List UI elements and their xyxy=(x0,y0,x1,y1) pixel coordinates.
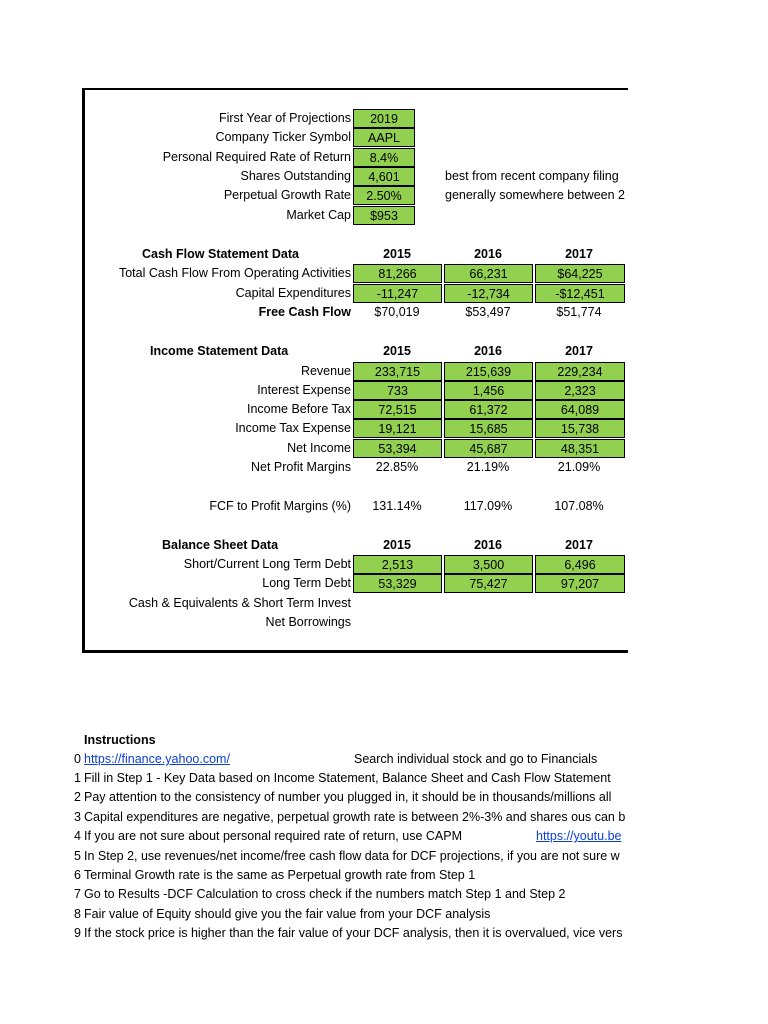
instruction-text: Search individual stock and go to Financials xyxy=(354,752,598,766)
data-cell[interactable]: 81,266 xyxy=(353,264,442,283)
instruction-num: 1 xyxy=(74,771,81,785)
row-label: Income Tax Expense xyxy=(235,421,351,435)
instruction-text: Go to Results -DCF Calculation to cross check if the numbers match Step 1 and Step 2 xyxy=(84,887,566,901)
key-value-cell[interactable]: $953 xyxy=(353,206,415,225)
instruction-text: Fair value of Equity should give you the fair value from your DCF analysis xyxy=(84,907,491,921)
margin-value: 22.85% xyxy=(375,460,419,474)
youtube-link[interactable]: https://youtu.be xyxy=(536,829,622,843)
data-cell[interactable]: 53,329 xyxy=(353,574,442,593)
data-cell[interactable]: 15,685 xyxy=(444,419,533,438)
row-label: Net Income xyxy=(287,441,351,455)
key-label: Market Cap xyxy=(286,208,351,222)
fcf-value: $70,019 xyxy=(374,305,420,319)
fcf-margin-value: 107.08% xyxy=(554,499,604,513)
margin-value: 21.09% xyxy=(557,460,601,474)
instruction-text: If the stock price is higher than the fair value of your DCF analysis, then it is overvalued, vice vers xyxy=(84,926,623,940)
key-label: Personal Required Rate of Return xyxy=(162,150,351,164)
year-header: 2017 xyxy=(565,538,593,552)
data-cell[interactable]: 45,687 xyxy=(444,439,533,458)
note-text: best from recent company filing xyxy=(445,169,619,183)
data-cell[interactable]: 72,515 xyxy=(353,400,442,419)
fcf-margins-label: FCF to Profit Margins (%) xyxy=(209,499,351,513)
data-cell[interactable]: 1,456 xyxy=(444,381,533,400)
key-label: Shares Outstanding xyxy=(240,169,351,183)
year-header: 2015 xyxy=(383,538,411,552)
data-cell[interactable]: 48,351 xyxy=(535,439,625,458)
instruction-num: 5 xyxy=(74,849,81,863)
cash-flow-title: Cash Flow Statement Data xyxy=(142,247,299,261)
data-cell[interactable]: 64,089 xyxy=(535,400,625,419)
year-header: 2015 xyxy=(383,344,411,358)
row-label: Capital Expenditures xyxy=(235,286,351,300)
balance-title: Balance Sheet Data xyxy=(162,538,279,552)
key-value-cell[interactable]: 8.4% xyxy=(353,148,415,167)
row-label: Cash & Equivalents & Short Term Invest xyxy=(128,596,351,610)
data-cell[interactable]: -12,734 xyxy=(444,284,533,303)
key-value-cell[interactable]: 4,601 xyxy=(353,167,415,186)
instruction-text: In Step 2, use revenues/net income/free cash flow data for DCF projections, if you are not sure w xyxy=(84,849,620,863)
margin-value: 21.19% xyxy=(466,460,510,474)
year-header: 2015 xyxy=(383,247,411,261)
data-cell[interactable]: 15,738 xyxy=(535,419,625,438)
data-cell[interactable]: 2,323 xyxy=(535,381,625,400)
instruction-text: Capital expenditures are negative, perpetual growth rate is between 2%-3% and shares ous can b xyxy=(84,810,625,824)
yahoo-finance-link[interactable]: https://finance.yahoo.com/ xyxy=(84,752,230,766)
year-header: 2016 xyxy=(474,344,502,358)
data-cell[interactable]: 6,496 xyxy=(535,555,625,574)
instruction-num: 6 xyxy=(74,868,81,882)
instruction-num: 9 xyxy=(74,926,81,940)
fcf-label: Free Cash Flow xyxy=(258,305,351,319)
margins-label: Net Profit Margins xyxy=(250,460,351,474)
year-header: 2017 xyxy=(565,344,593,358)
instruction-num: 4 xyxy=(74,829,81,843)
row-label: Income Before Tax xyxy=(247,402,351,416)
data-cell[interactable]: 733 xyxy=(353,381,442,400)
instruction-text: If you are not sure about personal required rate of return, use CAPM xyxy=(84,829,462,843)
note-text: generally somewhere between 2 xyxy=(445,188,625,202)
row-label: Short/Current Long Term Debt xyxy=(183,557,351,571)
instruction-num: 3 xyxy=(74,810,81,824)
instruction-text: Pay attention to the consistency of number you plugged in, it should be in thousands/millions all xyxy=(84,790,612,804)
data-cell[interactable]: $64,225 xyxy=(535,264,625,283)
instruction-num: 0 xyxy=(74,752,81,766)
data-cell[interactable]: 97,207 xyxy=(535,574,625,593)
row-label: Total Cash Flow From Operating Activities xyxy=(118,266,351,280)
data-cell[interactable]: 215,639 xyxy=(444,362,533,381)
data-cell[interactable]: 233,715 xyxy=(353,362,442,381)
key-label: Perpetual Growth Rate xyxy=(223,188,351,202)
data-cell[interactable]: 2,513 xyxy=(353,555,442,574)
row-label: Interest Expense xyxy=(257,383,351,397)
data-cell[interactable]: 53,394 xyxy=(353,439,442,458)
instruction-num: 7 xyxy=(74,887,81,901)
row-label: Net Borrowings xyxy=(265,615,351,629)
key-label: First Year of Projections xyxy=(218,111,351,125)
income-title: Income Statement Data xyxy=(150,344,289,358)
instruction-text: Fill in Step 1 - Key Data based on Income Statement, Balance Sheet and Cash Flow Statement xyxy=(84,771,611,785)
fcf-value: $53,497 xyxy=(465,305,511,319)
data-cell[interactable]: -$12,451 xyxy=(535,284,625,303)
year-header: 2016 xyxy=(474,247,502,261)
key-value-cell[interactable]: 2.50% xyxy=(353,186,415,205)
data-cell[interactable]: 75,427 xyxy=(444,574,533,593)
data-cell[interactable]: 66,231 xyxy=(444,264,533,283)
row-label: Revenue xyxy=(300,364,351,378)
instruction-num: 2 xyxy=(74,790,81,804)
data-cell[interactable]: 61,372 xyxy=(444,400,533,419)
instruction-num: 8 xyxy=(74,907,81,921)
fcf-margin-value: 117.09% xyxy=(463,499,513,513)
instruction-text: Terminal Growth rate is the same as Perpetual growth rate from Step 1 xyxy=(84,868,476,882)
data-cell[interactable]: 3,500 xyxy=(444,555,533,574)
data-cell[interactable]: 229,234 xyxy=(535,362,625,381)
key-value-cell[interactable]: AAPL xyxy=(353,128,415,147)
key-value-cell[interactable]: 2019 xyxy=(353,109,415,128)
key-label: Company Ticker Symbol xyxy=(215,130,351,144)
year-header: 2016 xyxy=(474,538,502,552)
row-label: Long Term Debt xyxy=(262,576,351,590)
data-cell[interactable]: -11,247 xyxy=(353,284,442,303)
fcf-value: $51,774 xyxy=(556,305,602,319)
fcf-margin-value: 131.14% xyxy=(372,499,422,513)
instructions-title: Instructions xyxy=(84,733,156,747)
data-cell[interactable]: 19,121 xyxy=(353,419,442,438)
year-header: 2017 xyxy=(565,247,593,261)
